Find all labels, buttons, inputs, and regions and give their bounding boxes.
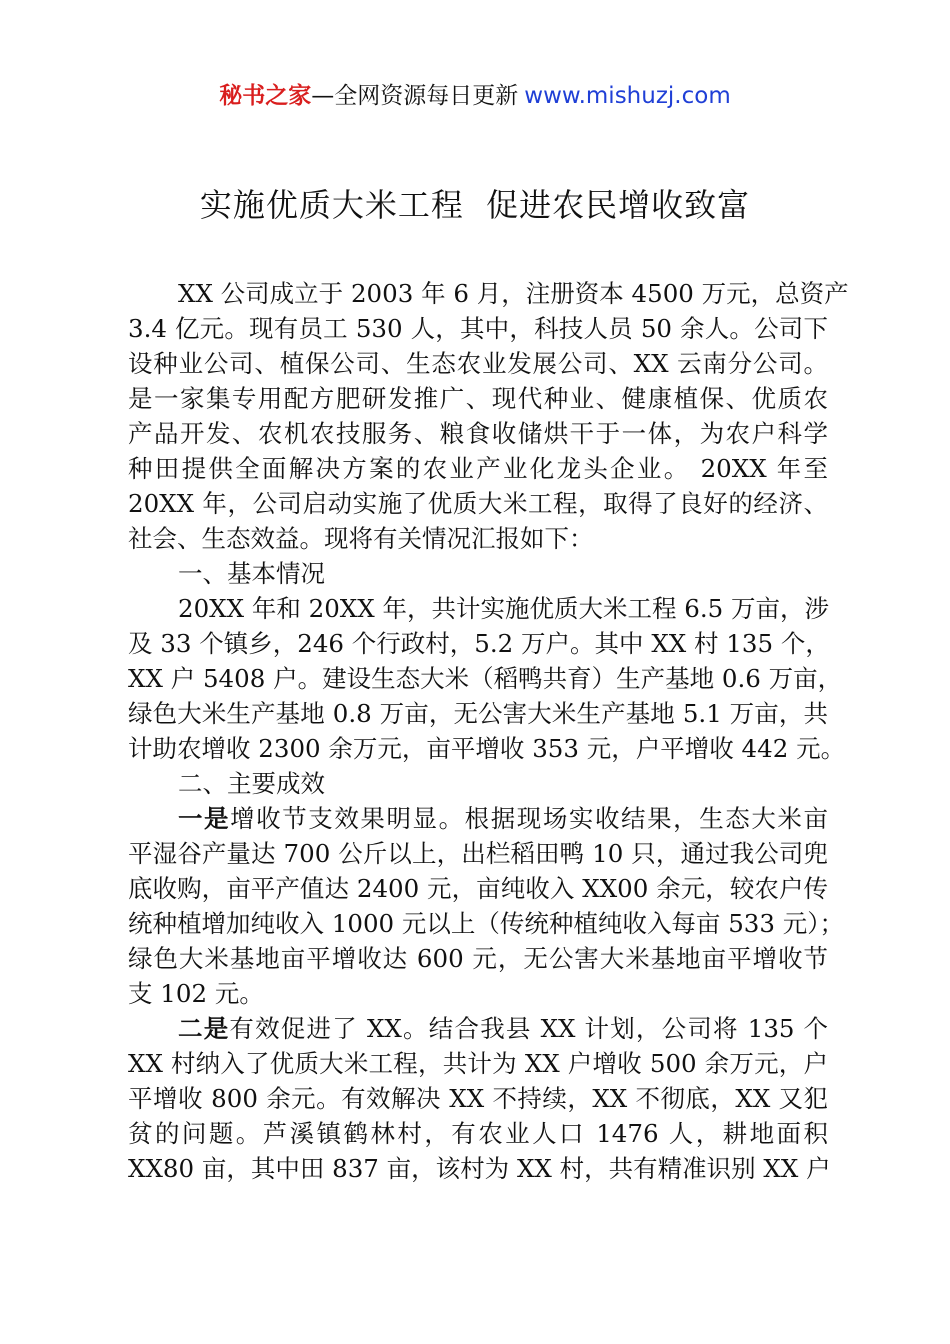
body-line: 设种业公司、植保公司、生态农业发展公司、XX 云南分公司。 [128,349,828,378]
body-line: 绿色大米生产基地 0.8 万亩，无公害大米生产基地 5.1 万亩，共 [128,699,828,728]
section-heading-results: 二、主要成效 [178,769,325,798]
bold-lead-2: 二是 [178,1014,230,1043]
document-title: 实施优质大米工程 促进农民增收致富 [199,186,751,224]
section-heading-basic: 一、基本情况 [178,559,325,588]
document-body [128,276,849,1186]
body-line-text: 增收节支效果明显。根据现场实收结果，生态大米亩 [230,804,828,833]
body-line: 平湿谷产量达 700 公斤以上，出栏稻田鸭 10 只，通过我公司兜 [128,839,828,868]
body-line [128,801,828,836]
body-line: 20XX 年和 20XX 年，共计实施优质大米工程 6.5 万亩，涉 [178,594,830,623]
bold-lead-1: 一是 [178,804,231,833]
body-line: 统种植增加纯收入 1000 元以上（传统种植纯收入每亩 533 元）； [128,909,845,938]
body-line: 3.4 亿元。现有员工 530 人，其中，科技人员 50 余人。公司下 [128,314,828,343]
site-url-link[interactable]: www.mishuzj.com [524,83,731,109]
body-line: 平增收 800 余元。有效解决 XX 不持续，XX 不彻底，XX 又犯 [128,1084,828,1113]
site-slogan: —全网资源每日更新 [311,83,519,109]
body-line: 是一家集专用配方肥研发推广、现代种业、健康植保、优质农 [128,384,828,413]
body-line: 底收购，亩平产值达 2400 元，亩纯收入 XX00 余元，较农户传 [128,874,828,903]
body-line: 种田提供全面解决方案的农业产业化龙头企业。 20XX 年至 [128,454,828,483]
body-line: XX 村纳入了优质大米工程，共计为 XX 户增收 500 余万元，户 [128,1049,828,1078]
body-line: 社会、生态效益。现将有关情况汇报如下： [128,524,594,553]
body-line: 20XX 年，公司启动实施了优质大米工程，取得了良好的经济、 [128,489,828,518]
body-line: 支 102 元。 [128,979,264,1008]
body-line: XX 公司成立于 2003 年 6 月，注册资本 4500 万元，总资产 [178,279,849,308]
body-line-text: 有效促进了 XX。结合我县 XX 计划，公司将 135 个 [229,1014,829,1043]
body-line: XX 户 5408 户。建设生态大米（稻鸭共育）生产基地 0.6 万亩， [128,664,843,693]
body-line: 产品开发、农机农技服务、粮食收储烘干于一体，为农户科学 [128,419,828,448]
body-line: 绿色大米基地亩平增收达 600 元，无公害大米基地亩平增收节 [128,944,828,973]
body-line: 贫的问题。芦溪镇鹤林村，有农业人口 1476 人，耕地面积 [128,1119,828,1148]
body-line: XX80 亩，其中田 837 亩，该村为 XX 村，共有精准识别 XX 户 [128,1154,831,1183]
body-line: 计助农增收 2300 余万元，亩平增收 353 元，户平增收 442 元。 [128,734,846,763]
body-line: 及 33 个镇乡，246 个行政村，5.2 万户。其中 XX 村 135 个， [128,629,830,658]
site-name: 秘书之家 [219,83,312,109]
body-line [128,1011,828,1046]
site-header [0,78,950,114]
